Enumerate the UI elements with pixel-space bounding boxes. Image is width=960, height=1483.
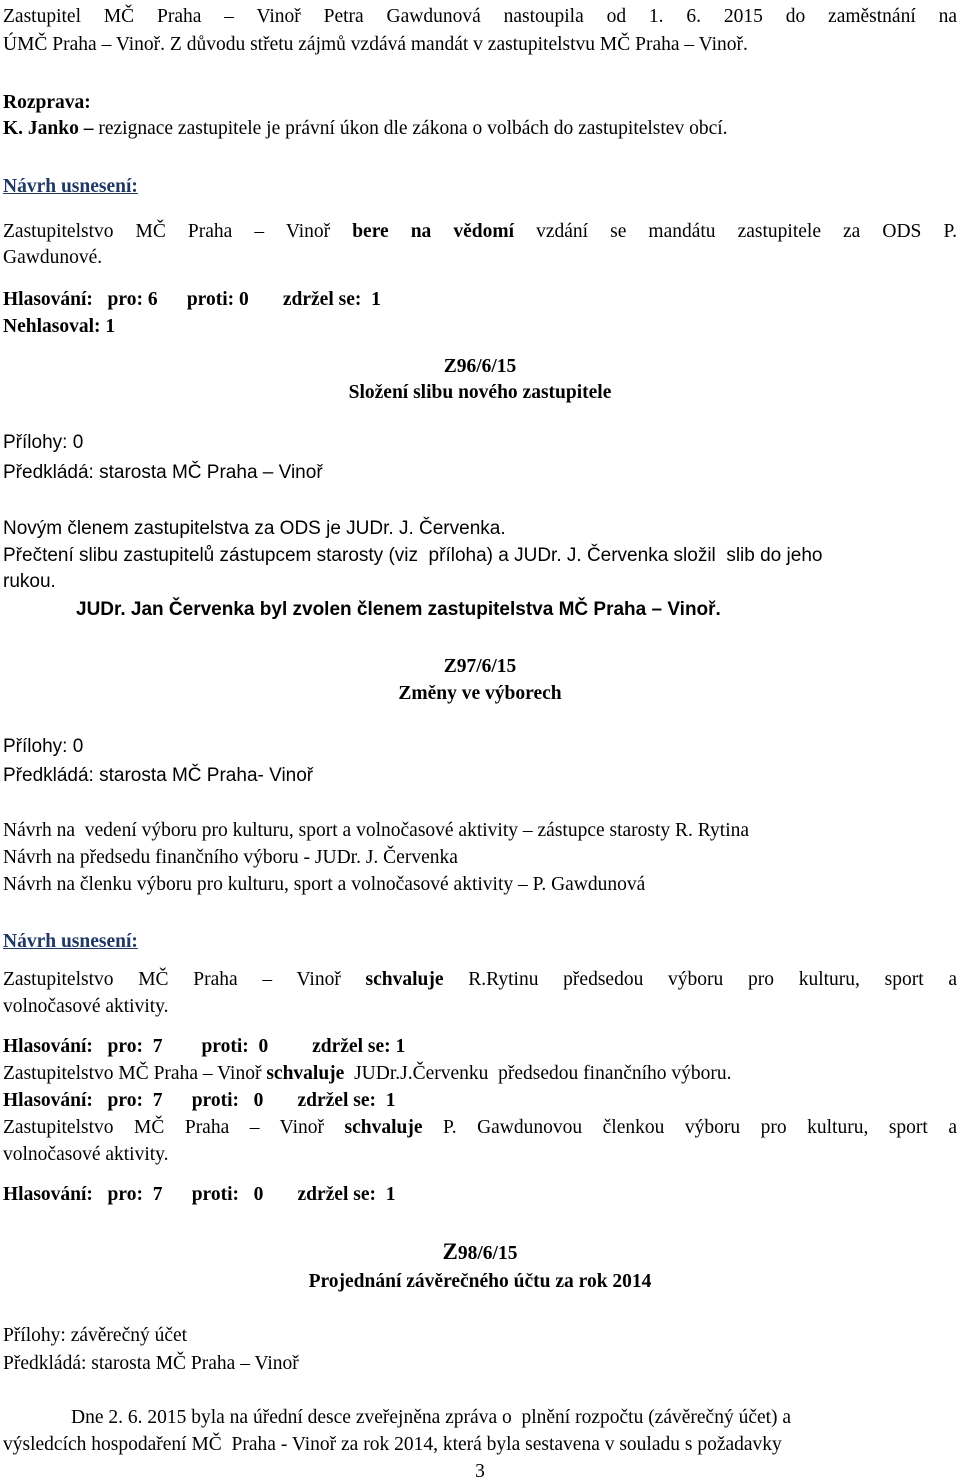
resolution-1-post: vzdání se mandátu zastupitele za ODS P.: [514, 221, 958, 242]
z97-resolution-3-line-2: volnočasové aktivity.: [3, 1144, 169, 1165]
z97-resolution-3: [3, 1116, 957, 1139]
intro-line-2: ÚMČ Praha – Vinoř. Z důvodu střetu zájmů vzdává mandát v zastupitelstvu MČ Praha – Vinoř.: [3, 34, 748, 55]
z97-proposal-2: Návrh na předsedu finančního výboru - JUDr. J. Červenka: [3, 847, 458, 868]
z97-resolution-1: [3, 968, 957, 991]
z96-title: Složení slibu nového zastupitele: [348, 382, 612, 403]
intro-line-1: Zastupitel MČ Praha – Vinoř Petra Gawdunová nastoupila od 1. 6. 2015 do zaměstnání na: [3, 6, 957, 27]
z96-presenter: Předkládá: starosta MČ Praha – Vinoř: [3, 462, 323, 483]
z97-r1-bold: schvaluje: [365, 969, 444, 990]
z97-proposal-1: Návrh na vedení výboru pro kulturu, sport a volnočasové aktivity – zástupce starosty R. Rytina: [3, 820, 750, 841]
z96-paragraph-1: Novým členem zastupitelstva za ODS je JUDr. J. Červenka.: [3, 518, 506, 539]
z98-number-prefix: Z: [442, 1239, 458, 1264]
z97-resolution-heading: Návrh usnesení:: [3, 931, 138, 952]
z97-proposal-3: Návrh na členku výboru pro kulturu, sport a volnočasové aktivity – P. Gawdunová: [3, 874, 646, 895]
resolution-1-absent: Nehlasoval: 1: [3, 316, 116, 337]
resolution-1-text: [3, 220, 957, 243]
rozprava-line: [3, 117, 957, 140]
z98-number-rest: 98/6/15: [457, 1243, 518, 1264]
resolution-1-bold: bere na vědomí: [352, 221, 515, 242]
z96-paragraph-3: JUDr. Jan Červenka byl zvolen členem zastupitelstva MČ Praha – Vinoř.: [76, 599, 721, 620]
z98-paragraph-1b: výsledcích hospodaření MČ Praha - Vinoř za rok 2014, která byla sestavena v souladu s požadavky: [3, 1434, 782, 1455]
z96-paragraph-2b: rukou.: [3, 571, 56, 592]
z96-number: Z96/6/15: [443, 356, 517, 377]
z98-title: Projednání závěrečného účtu za rok 2014: [308, 1271, 652, 1292]
z97-r3-pre: Zastupitelstvo MČ Praha – Vinoř: [3, 1117, 345, 1138]
z97-number: Z97/6/15: [443, 656, 517, 677]
z96-paragraph-2: Přečtení slibu zastupitelů zástupcem starosty (viz příloha) a JUDr. J. Červenka složil slib do jeho: [3, 545, 823, 566]
z97-vote-1: Hlasování: pro: 7 proti: 0 zdržel se: 1: [3, 1036, 406, 1057]
rozprava-speaker: K. Janko –: [3, 118, 94, 139]
resolution-1-line-2: Gawdunové.: [3, 247, 103, 268]
z97-attachments: Přílohy: 0: [3, 736, 84, 757]
z98-presenter: Předkládá: starosta MČ Praha – Vinoř: [3, 1353, 299, 1374]
z97-r1-pre: Zastupitelstvo MČ Praha – Vinoř: [3, 969, 366, 990]
z97-title: Změny ve výborech: [398, 683, 562, 704]
z98-paragraph-1: Dne 2. 6. 2015 byla na úřední desce zveřejněna zpráva o plnění rozpočtu (závěrečný účet) a: [71, 1407, 792, 1428]
z96-attachments: Přílohy: 0: [3, 432, 84, 453]
z98-attachments: Přílohy: závěrečný účet: [3, 1325, 188, 1346]
z97-vote-2: Hlasování: pro: 7 proti: 0 zdržel se: 1: [3, 1090, 396, 1111]
z97-r3-post: P. Gawdunovou členkou výboru pro kulturu, sport a: [422, 1117, 958, 1138]
resolution-1-vote: Hlasování: pro: 6 proti: 0 zdržel se: 1: [3, 289, 381, 310]
z97-presenter: Předkládá: starosta MČ Praha- Vinoř: [3, 765, 314, 786]
z97-resolution-2: [3, 1062, 957, 1085]
z97-r2-pre: Zastupitelstvo MČ Praha – Vinoř: [3, 1063, 267, 1084]
z97-r1-post: R.Rytinu předsedou výboru pro kulturu, sport a: [443, 969, 958, 990]
rozprava-heading: Rozprava:: [3, 92, 91, 113]
z97-resolution-1-line-2: volnočasové aktivity.: [3, 996, 169, 1017]
z97-vote-3: Hlasování: pro: 7 proti: 0 zdržel se: 1: [3, 1184, 396, 1205]
z97-r3-bold: schvaluje: [344, 1117, 423, 1138]
resolution-1-pre: Zastupitelstvo MČ Praha – Vinoř: [3, 221, 353, 242]
z97-r2-bold: schvaluje: [266, 1063, 345, 1084]
resolution-1-heading: Návrh usnesení:: [3, 176, 138, 197]
z97-r2-post: JUDr.J.Červenku předsedou finančního výboru.: [344, 1063, 732, 1084]
rozprava-text: rezignace zastupitele je právní úkon dle zákona o volbách do zastupitelstev obcí.: [93, 118, 728, 139]
page-number: 3: [475, 1461, 485, 1482]
z98-number: [3, 1238, 957, 1266]
